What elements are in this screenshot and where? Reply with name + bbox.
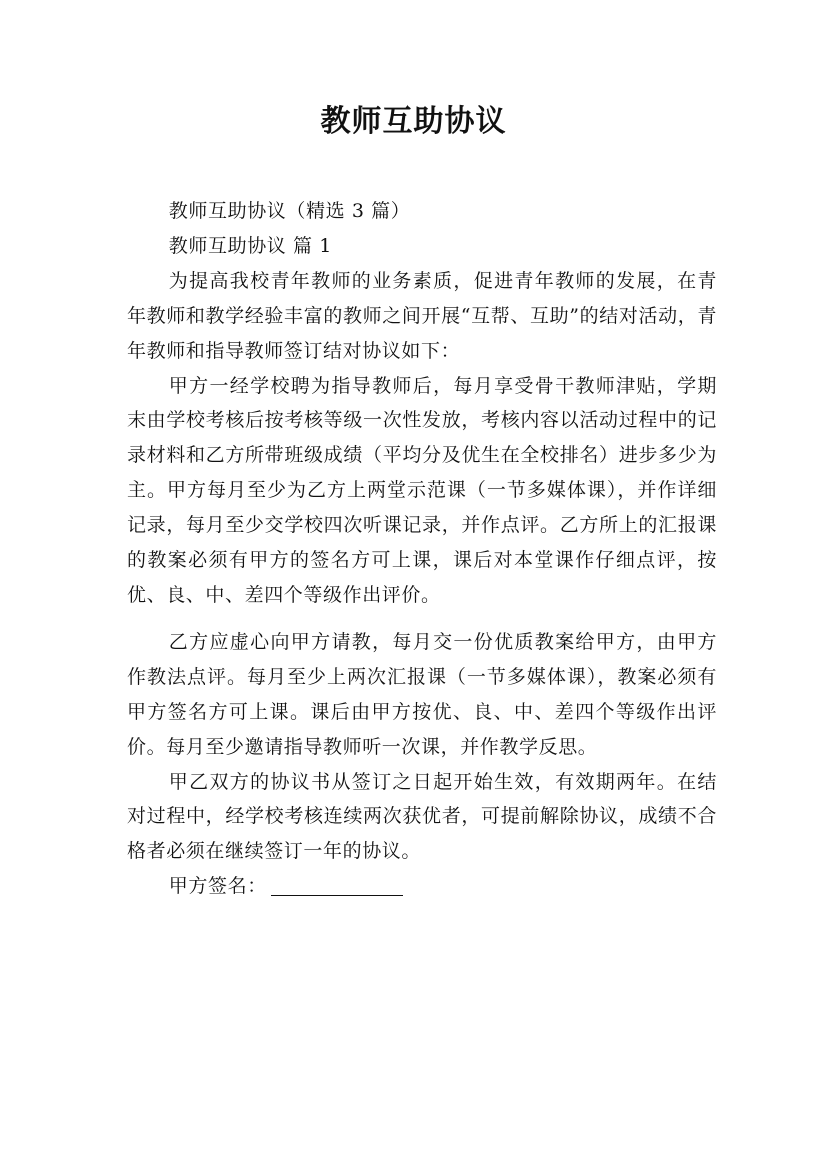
paragraph-party-a: 甲方一经学校聘为指导教师后，每月享受骨干教师津贴，学期末由学校考核后按考核等级一次性发放，考核内容以活动过程中的记录材料和乙方所带班级成绩（平均分及优生在全校排名）进步多少为主。甲方每月至少为乙方上两堂示范课（一节多媒体课），并作详细记录，每月至少交学校四次听课记录，并作点评。乙方所上的汇报课的教案必须有甲方的签名方可上课，课后对本堂课作仔细点评，按优、良、中、差四个等级作出评价。 bbox=[127, 374, 717, 606]
signature-blank-line[interactable] bbox=[271, 895, 403, 896]
document-body bbox=[127, 194, 717, 904]
section-heading: 教师互助协议 篇 1 bbox=[168, 234, 332, 257]
signature-row bbox=[127, 869, 717, 904]
document-title: 教师互助协议 bbox=[320, 104, 507, 139]
paragraph-party-b: 乙方应虚心向甲方请教，每月交一份优质教案给甲方，由甲方作教法点评。每月至少上两次汇报课（一节多媒体课），教案必须有甲方签名方可上课。课后由甲方按优、良、中、差四个等级作出评价。每月至少邀请指导教师听一次课，并作教学反思。 bbox=[127, 630, 717, 758]
signature-label: 甲方签名： bbox=[168, 875, 267, 898]
document-subtitle: 教师互助协议（精选 3 篇） bbox=[168, 200, 411, 222]
paragraph-validity: 甲乙双方的协议书从签订之日起开始生效，有效期两年。在结对过程中，经学校考核连续两次获优者，可提前解除协议，成绩不合格者必须在继续签订一年的协议。 bbox=[127, 770, 717, 863]
paragraph-intro: 为提高我校青年教师的业务素质，促进青年教师的发展，在青年教师和教学经验丰富的教师之间开展“互帮、互助”的结对活动，青年教师和指导教师签订结对协议如下： bbox=[127, 269, 717, 362]
